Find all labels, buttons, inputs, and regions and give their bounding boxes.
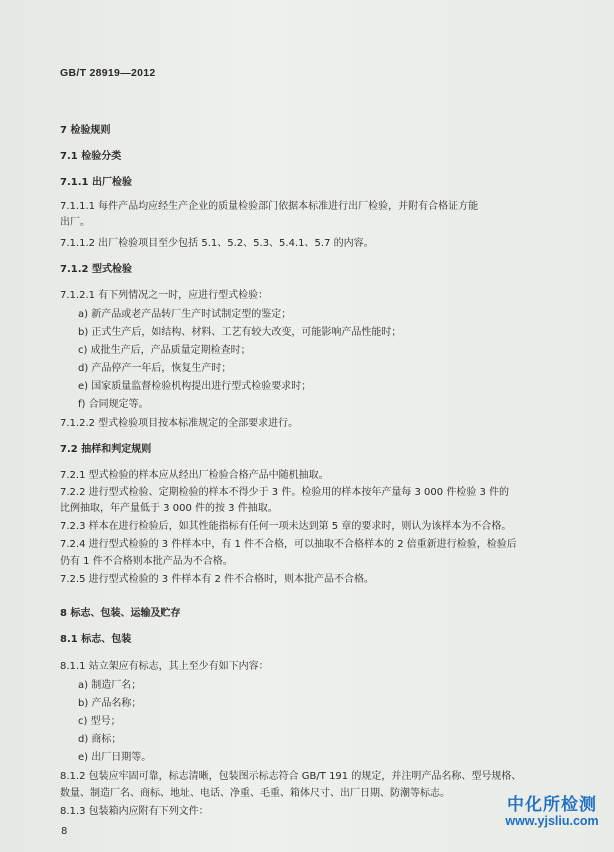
text-line-s723: 7.2.3 样本在进行检验后，如其性能指标有任何一项未达到第 5 章的要求时，则认为该样本为不合格。 [60, 521, 512, 532]
text-line-s7122: 7.1.2.2 型式检验项目按本标准规定的全部要求进行。 [60, 418, 299, 429]
text-line-s8: 8 标志、包装、运输及贮存 [60, 608, 181, 619]
text-line-s7112: 7.1.1.2 出厂检验项目至少包括 5.1、5.2、5.3、5.4.1、5.7 的内容。 [60, 238, 374, 249]
text-line-s7: 7 检验规则 [60, 125, 111, 136]
text-line-c: c) 成批生产后，产品质量定期检查时； [78, 345, 251, 356]
text-line-b: b) 正式生产后，如结构、材料、工艺有较大改变，可能影响产品性能时； [78, 327, 402, 338]
text-line-m5: e) 出厂日期等。 [78, 752, 152, 763]
text-line-s7111a: 7.1.1.1 每件产品均应经生产企业的质量检验部门依据本标准进行出厂检验，并附有合格证方能 [60, 201, 479, 212]
text-line-s711: 7.1.1 出厂检验 [60, 177, 132, 188]
watermark-name: 中化所检测 [507, 795, 597, 815]
text-line-s812b: 数量、制造厂名、商标、地址、电话、净重、毛重、箱体尺寸、出厂日期、防潮等标志。 [60, 788, 450, 799]
text-line-s81: 8.1 标志、包装 [60, 634, 132, 645]
text-line-s722b: 比例抽取，年产量低于 3 000 件的按 3 件抽取。 [60, 503, 278, 514]
text-line-s7111b: 出厂。 [60, 217, 90, 228]
text-line-s724b: 仍有 1 件不合格则本批产品为不合格。 [60, 556, 233, 567]
standard-number: GB/T 28919—2012 [60, 67, 156, 79]
text-line-s71: 7.1 检验分类 [60, 151, 122, 162]
text-line-s812a: 8.1.2 包装应牢固可靠，标志清晰，包装图示标志符合 GB/T 191 的规定，并注明产品名称、型号规格、 [60, 771, 522, 782]
text-line-e: e) 国家质量监督检验机构提出进行型式检验要求时； [78, 381, 312, 392]
text-line-m4: d) 商标； [78, 734, 122, 745]
text-line-s721: 7.2.1 型式检验的样本应从经出厂检验合格产品中随机抽取。 [60, 470, 329, 481]
text-line-s72: 7.2 抽样和判定规则 [60, 444, 152, 455]
page-number: 8 [61, 826, 68, 837]
text-line-s811: 8.1.1 站立架应有标志，其上至少有如下内容： [60, 661, 269, 672]
text-line-s712: 7.1.2 型式检验 [60, 264, 132, 275]
text-line-m1: a) 制造厂名； [78, 680, 142, 691]
text-line-m3: c) 型号； [78, 716, 121, 727]
text-line-m2: b) 产品名称； [78, 698, 142, 709]
text-line-s725: 7.2.5 进行型式检验的 3 件样本有 2 件不合格时，则本批产品不合格。 [60, 574, 375, 585]
text-line-a: a) 新产品或老产品转厂生产时试制定型的鉴定； [78, 309, 292, 320]
text-line-s813: 8.1.3 包装箱内应附有下列文件： [60, 806, 209, 817]
watermark [494, 790, 610, 828]
text-line-s724a: 7.2.4 进行型式检验的 3 件样本中，有 1 件不合格，可以抽取不合格样本的 2 倍重新进行检验，检验后 [60, 539, 517, 550]
text-line-s7121: 7.1.2.1 有下列情况之一时，应进行型式检验： [60, 290, 269, 301]
text-line-s722a: 7.2.2 进行型式检验、定期检验的样本不得少于 3 件。检验用的样本按年产量每 3 000 件检验 3 件的 [60, 487, 510, 498]
text-line-f: f) 合同规定等。 [78, 399, 149, 410]
text-line-d: d) 产品停产一年后，恢复生产时； [78, 363, 232, 374]
watermark-url: www.yjsliu.com [505, 814, 599, 828]
